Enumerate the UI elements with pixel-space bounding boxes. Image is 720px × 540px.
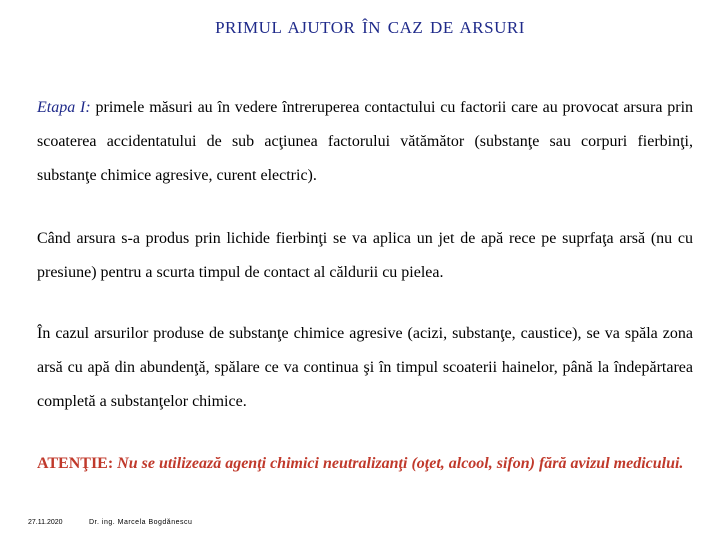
- liquids-paragraph: Când arsura s-a produs prin lichide fierbinţi se va aplica un jet de apă rece pe suprfaţa arsă (nu cu presiune) pentru a scurta timpul de contact al căldurii cu pielea.: [37, 230, 693, 281]
- stage-one-paragraph: [37, 91, 693, 193]
- slide-title: PRIMUL AJUTOR ÎN CAZ DE ARSURI: [215, 18, 525, 37]
- footer-author: Dr. ing. Marcela Bogdănescu: [89, 519, 193, 526]
- warning-text: Nu se utilizează agenţi chimici neutralizanţi (oţet, alcool, sifon) fără avizul medicului.: [113, 455, 684, 472]
- chemicals-paragraph: În cazul arsurilor produse de substanţe chimice agresive (acizi, substanţe, caustice), se va spăla zona arsă cu apă din abundenţă, spălare ce va continua şi în timpul scoaterii hainelor, până la îndepărtarea completă a substanţelor chimice.: [37, 325, 693, 410]
- footer-date: 27.11.2020: [28, 519, 63, 526]
- warning-paragraph: [37, 447, 693, 481]
- stage-label: Etapa I:: [37, 99, 91, 116]
- warning-label: ATENŢIE:: [37, 455, 114, 472]
- stage-text: primele măsuri au în vedere întreruperea contactului cu factorii care au provocat arsura prin scoaterea accidentatului de sub acţiunea factorului vătămător (substanţe sau corpuri fierbinţi, substanţe chimice agresive, curent electric).: [37, 99, 694, 184]
